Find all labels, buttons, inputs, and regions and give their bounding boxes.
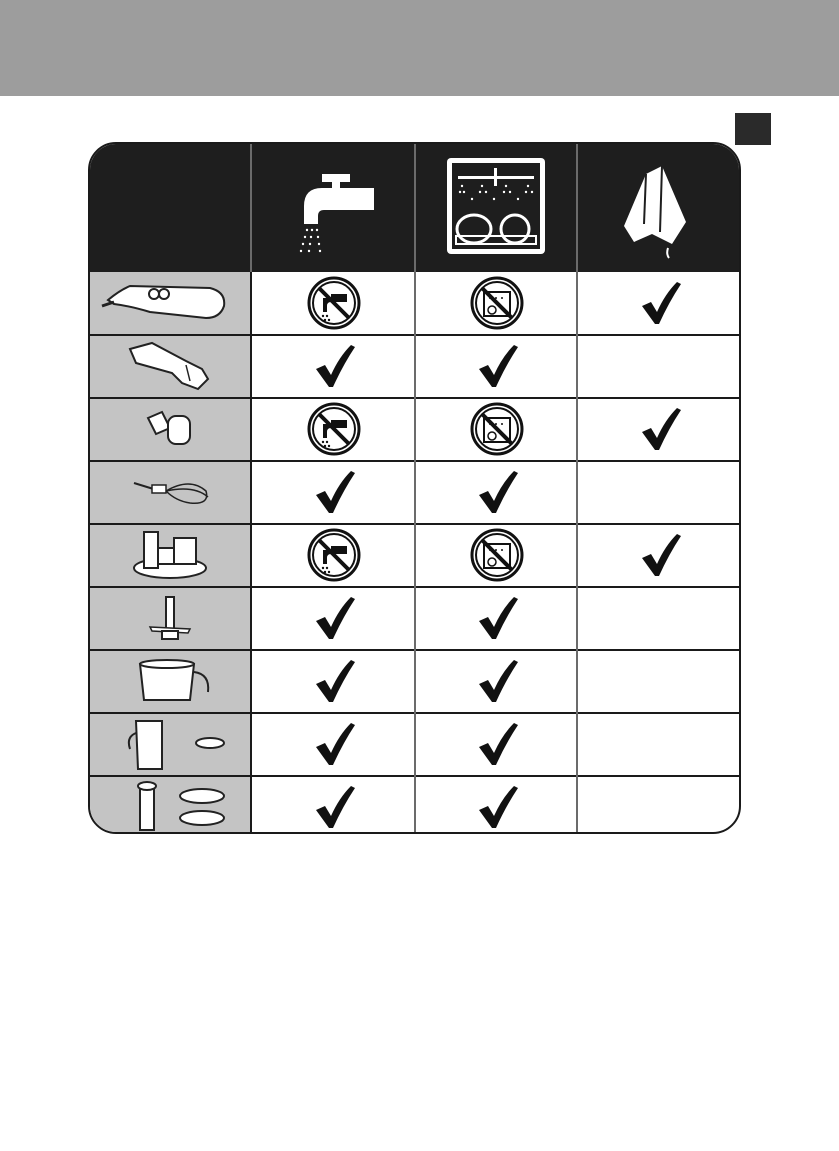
check-icon bbox=[466, 650, 526, 712]
item-cell bbox=[90, 587, 250, 649]
mark-cell bbox=[252, 650, 414, 712]
cloth-icon bbox=[576, 144, 739, 272]
prohibited-icon bbox=[303, 398, 363, 460]
mark-cell bbox=[578, 335, 739, 397]
check-icon bbox=[629, 272, 689, 334]
mark-cell bbox=[578, 587, 739, 649]
item-cell bbox=[90, 461, 250, 523]
mark-cell bbox=[416, 335, 576, 397]
mark-cell bbox=[578, 776, 739, 834]
mark-cell bbox=[416, 461, 576, 523]
mark-cell bbox=[416, 398, 576, 460]
header-cloth-cell bbox=[576, 144, 739, 272]
mark-cell bbox=[416, 524, 576, 586]
item-cell bbox=[90, 272, 250, 334]
column-divider bbox=[576, 144, 578, 832]
header-dishwasher-cell bbox=[414, 144, 576, 272]
top-banner bbox=[0, 0, 839, 96]
mark-cell bbox=[252, 398, 414, 460]
check-icon bbox=[303, 650, 363, 712]
beaker-icon bbox=[90, 713, 250, 775]
mark-cell bbox=[252, 461, 414, 523]
cleaning-table bbox=[88, 142, 741, 834]
item-cell bbox=[90, 398, 250, 460]
motor-unit-icon bbox=[90, 272, 250, 334]
mark-cell bbox=[416, 272, 576, 334]
check-icon bbox=[466, 776, 526, 834]
mark-cell bbox=[252, 524, 414, 586]
mark-cell bbox=[252, 587, 414, 649]
mark-cell bbox=[578, 398, 739, 460]
prohibited-icon bbox=[466, 524, 526, 586]
prohibited-icon bbox=[303, 272, 363, 334]
prohibited-icon bbox=[466, 398, 526, 460]
check-icon bbox=[466, 461, 526, 523]
prohibited-icon bbox=[466, 272, 526, 334]
check-icon bbox=[303, 587, 363, 649]
item-cell bbox=[90, 524, 250, 586]
whisk-coupling-icon bbox=[90, 398, 250, 460]
check-icon bbox=[466, 587, 526, 649]
check-icon bbox=[303, 713, 363, 775]
header-tap-cell bbox=[252, 144, 414, 272]
whisk-icon bbox=[90, 461, 250, 523]
check-icon bbox=[303, 776, 363, 834]
prohibited-icon bbox=[303, 524, 363, 586]
chopper-lid-icon bbox=[90, 524, 250, 586]
food-pusher-discs-icon bbox=[90, 776, 250, 834]
item-cell bbox=[90, 713, 250, 775]
mark-cell bbox=[252, 272, 414, 334]
item-cell bbox=[90, 650, 250, 712]
check-icon bbox=[466, 335, 526, 397]
mark-cell bbox=[578, 713, 739, 775]
tap-icon bbox=[252, 144, 414, 272]
check-icon bbox=[629, 524, 689, 586]
mark-cell bbox=[252, 335, 414, 397]
mark-cell bbox=[578, 461, 739, 523]
column-divider bbox=[414, 144, 416, 832]
blender-bar-icon bbox=[90, 335, 250, 397]
column-divider bbox=[250, 272, 252, 834]
mark-cell bbox=[578, 650, 739, 712]
check-icon bbox=[303, 335, 363, 397]
language-tab-marker bbox=[735, 113, 771, 145]
mark-cell bbox=[578, 272, 739, 334]
item-cell bbox=[90, 776, 250, 834]
mark-cell bbox=[416, 587, 576, 649]
chopper-bowl-icon bbox=[90, 650, 250, 712]
mark-cell bbox=[252, 713, 414, 775]
mark-cell bbox=[578, 524, 739, 586]
dishwasher-icon bbox=[414, 144, 576, 272]
mark-cell bbox=[416, 650, 576, 712]
chopper-blade-icon bbox=[90, 587, 250, 649]
mark-cell bbox=[416, 776, 576, 834]
check-icon bbox=[629, 398, 689, 460]
mark-cell bbox=[252, 776, 414, 834]
mark-cell bbox=[416, 713, 576, 775]
item-cell bbox=[90, 335, 250, 397]
check-icon bbox=[303, 461, 363, 523]
check-icon bbox=[466, 713, 526, 775]
